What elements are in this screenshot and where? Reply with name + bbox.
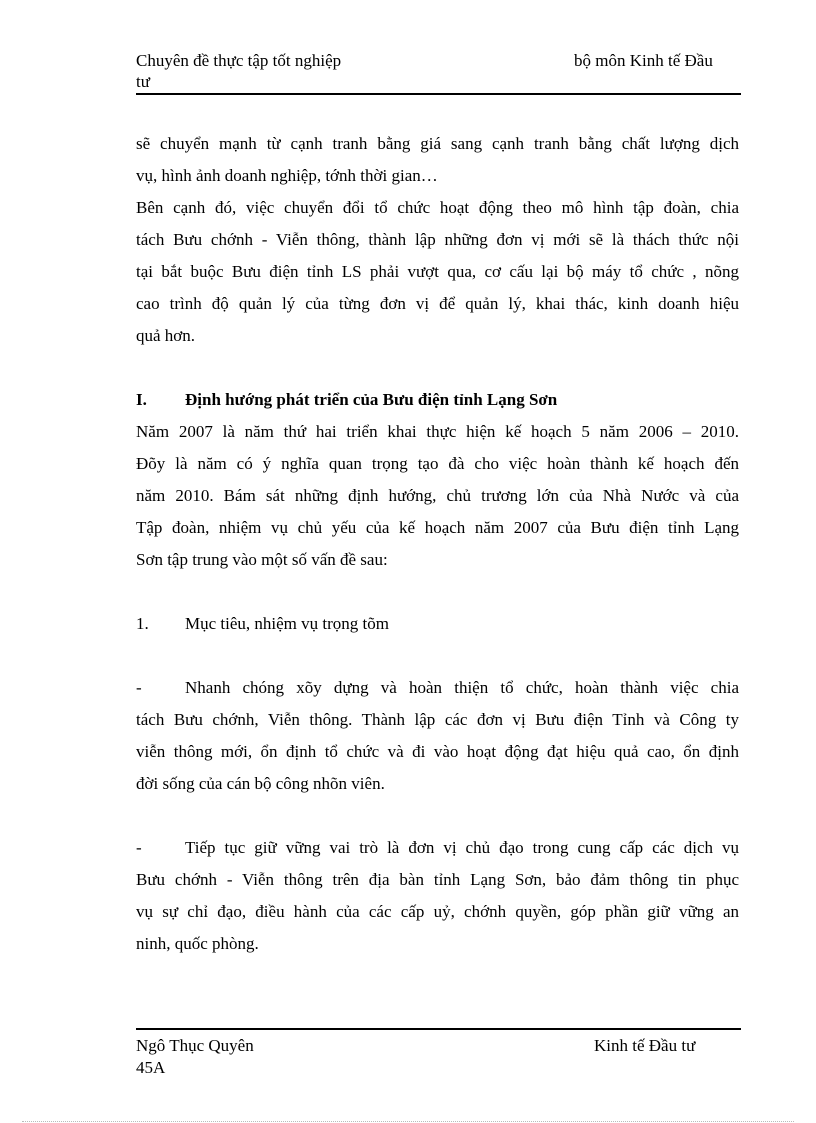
body-line: năm 2010. Bám sát những định hướng, chủ trương lớn của Nhà Nước và của — [136, 486, 739, 505]
header-title-continued: tư — [136, 72, 150, 91]
body-line: quả hơn. — [136, 326, 196, 345]
bullet-line — [136, 672, 739, 704]
body-line: cao trình độ quản lý của từng đơn vị để quản lý, khai thác, kinh doanh hiệu — [136, 294, 739, 313]
footer-major: Kinh tế Đầu tư — [594, 1036, 696, 1055]
page-bottom-dotted-line — [22, 1121, 794, 1122]
footer-author: Ngô Thục Quyên — [136, 1036, 254, 1055]
body-line: vụ, hình ảnh doanh nghiệp, tớnh thời gian… — [136, 166, 438, 185]
section-title: Định hướng phát triển của Bưu điện tỉnh Lạng Sơn — [185, 390, 558, 409]
body-line: Tập đoàn, nhiệm vụ chủ yếu của kế hoạch năm 2007 của Bưu điện tỉnh Lạng — [136, 518, 739, 537]
bullet-dash: - — [136, 678, 142, 697]
section-number: I. — [136, 390, 147, 409]
footer-class: 45A — [136, 1058, 166, 1077]
body-line: đời sống của cán bộ công nhõn viên. — [136, 774, 385, 793]
body-line: Đõy là năm có ý nghĩa quan trọng tạo đà cho việc hoàn thành kế hoạch đến — [136, 454, 739, 473]
spacer — [136, 800, 739, 832]
body-line: ninh, quốc phòng. — [136, 934, 259, 953]
header-rule — [136, 93, 741, 95]
subsection-number: 1. — [136, 614, 149, 633]
body-line: sẽ chuyển mạnh từ cạnh tranh bằng giá sang cạnh tranh bằng chất lượng dịch — [136, 134, 739, 153]
document-body — [136, 128, 739, 960]
spacer — [136, 640, 739, 672]
body-line: Bưu chớnh - Viễn thông trên địa bàn tỉnh Lạng Sơn, bảo đảm thông tin phục — [136, 870, 739, 889]
subsection-heading — [136, 608, 739, 640]
body-line: Năm 2007 là năm thứ hai triển khai thực hiện kế hoạch 5 năm 2006 – 2010. — [136, 422, 739, 441]
subsection-title: Mục tiêu, nhiệm vụ trọng tõm — [185, 614, 389, 633]
bullet-dash: - — [136, 838, 142, 857]
bullet-line — [136, 832, 739, 864]
section-heading — [136, 384, 739, 416]
header-department: bộ môn Kinh tế Đầu — [574, 51, 713, 70]
body-line: viễn thông mới, ổn định tổ chức và đi vào hoạt động đạt hiệu quả cao, ổn định — [136, 742, 739, 761]
body-line: vụ sự chỉ đạo, điều hành của các cấp uỷ, chớnh quyền, góp phần giữ vững an — [136, 902, 739, 921]
spacer — [136, 576, 739, 608]
footer-rule — [136, 1028, 741, 1030]
header-title: Chuyên đề thực tập tốt nghiệp — [136, 51, 342, 70]
footer-left — [136, 1035, 254, 1079]
body-line: tại bắt buộc Bưu điện tỉnh LS phải vượt qua, cơ cấu lại bộ máy tổ chức , nõng — [136, 262, 739, 281]
body-line: Bên cạnh đó, việc chuyển đổi tổ chức hoạt động theo mô hình tập đoàn, chia — [136, 198, 739, 217]
header-left — [136, 50, 341, 92]
bullet-text: Nhanh chóng xõy dựng và hoàn thiện tổ chức, hoàn thành việc chia — [185, 678, 739, 697]
body-line: tách Bưu chớnh, Viễn thông. Thành lập các đơn vị Bưu điện Tỉnh và Công ty — [136, 710, 739, 729]
bullet-text: Tiếp tục giữ vững vai trò là đơn vị chủ đạo trong cung cấp các dịch vụ — [185, 838, 739, 857]
body-line: tách Bưu chớnh - Viễn thông, thành lập những đơn vị mới sẽ là thách thức nội — [136, 230, 739, 249]
spacer — [136, 352, 739, 384]
body-line: Sơn tập trung vào một số vấn đề sau: — [136, 550, 388, 569]
